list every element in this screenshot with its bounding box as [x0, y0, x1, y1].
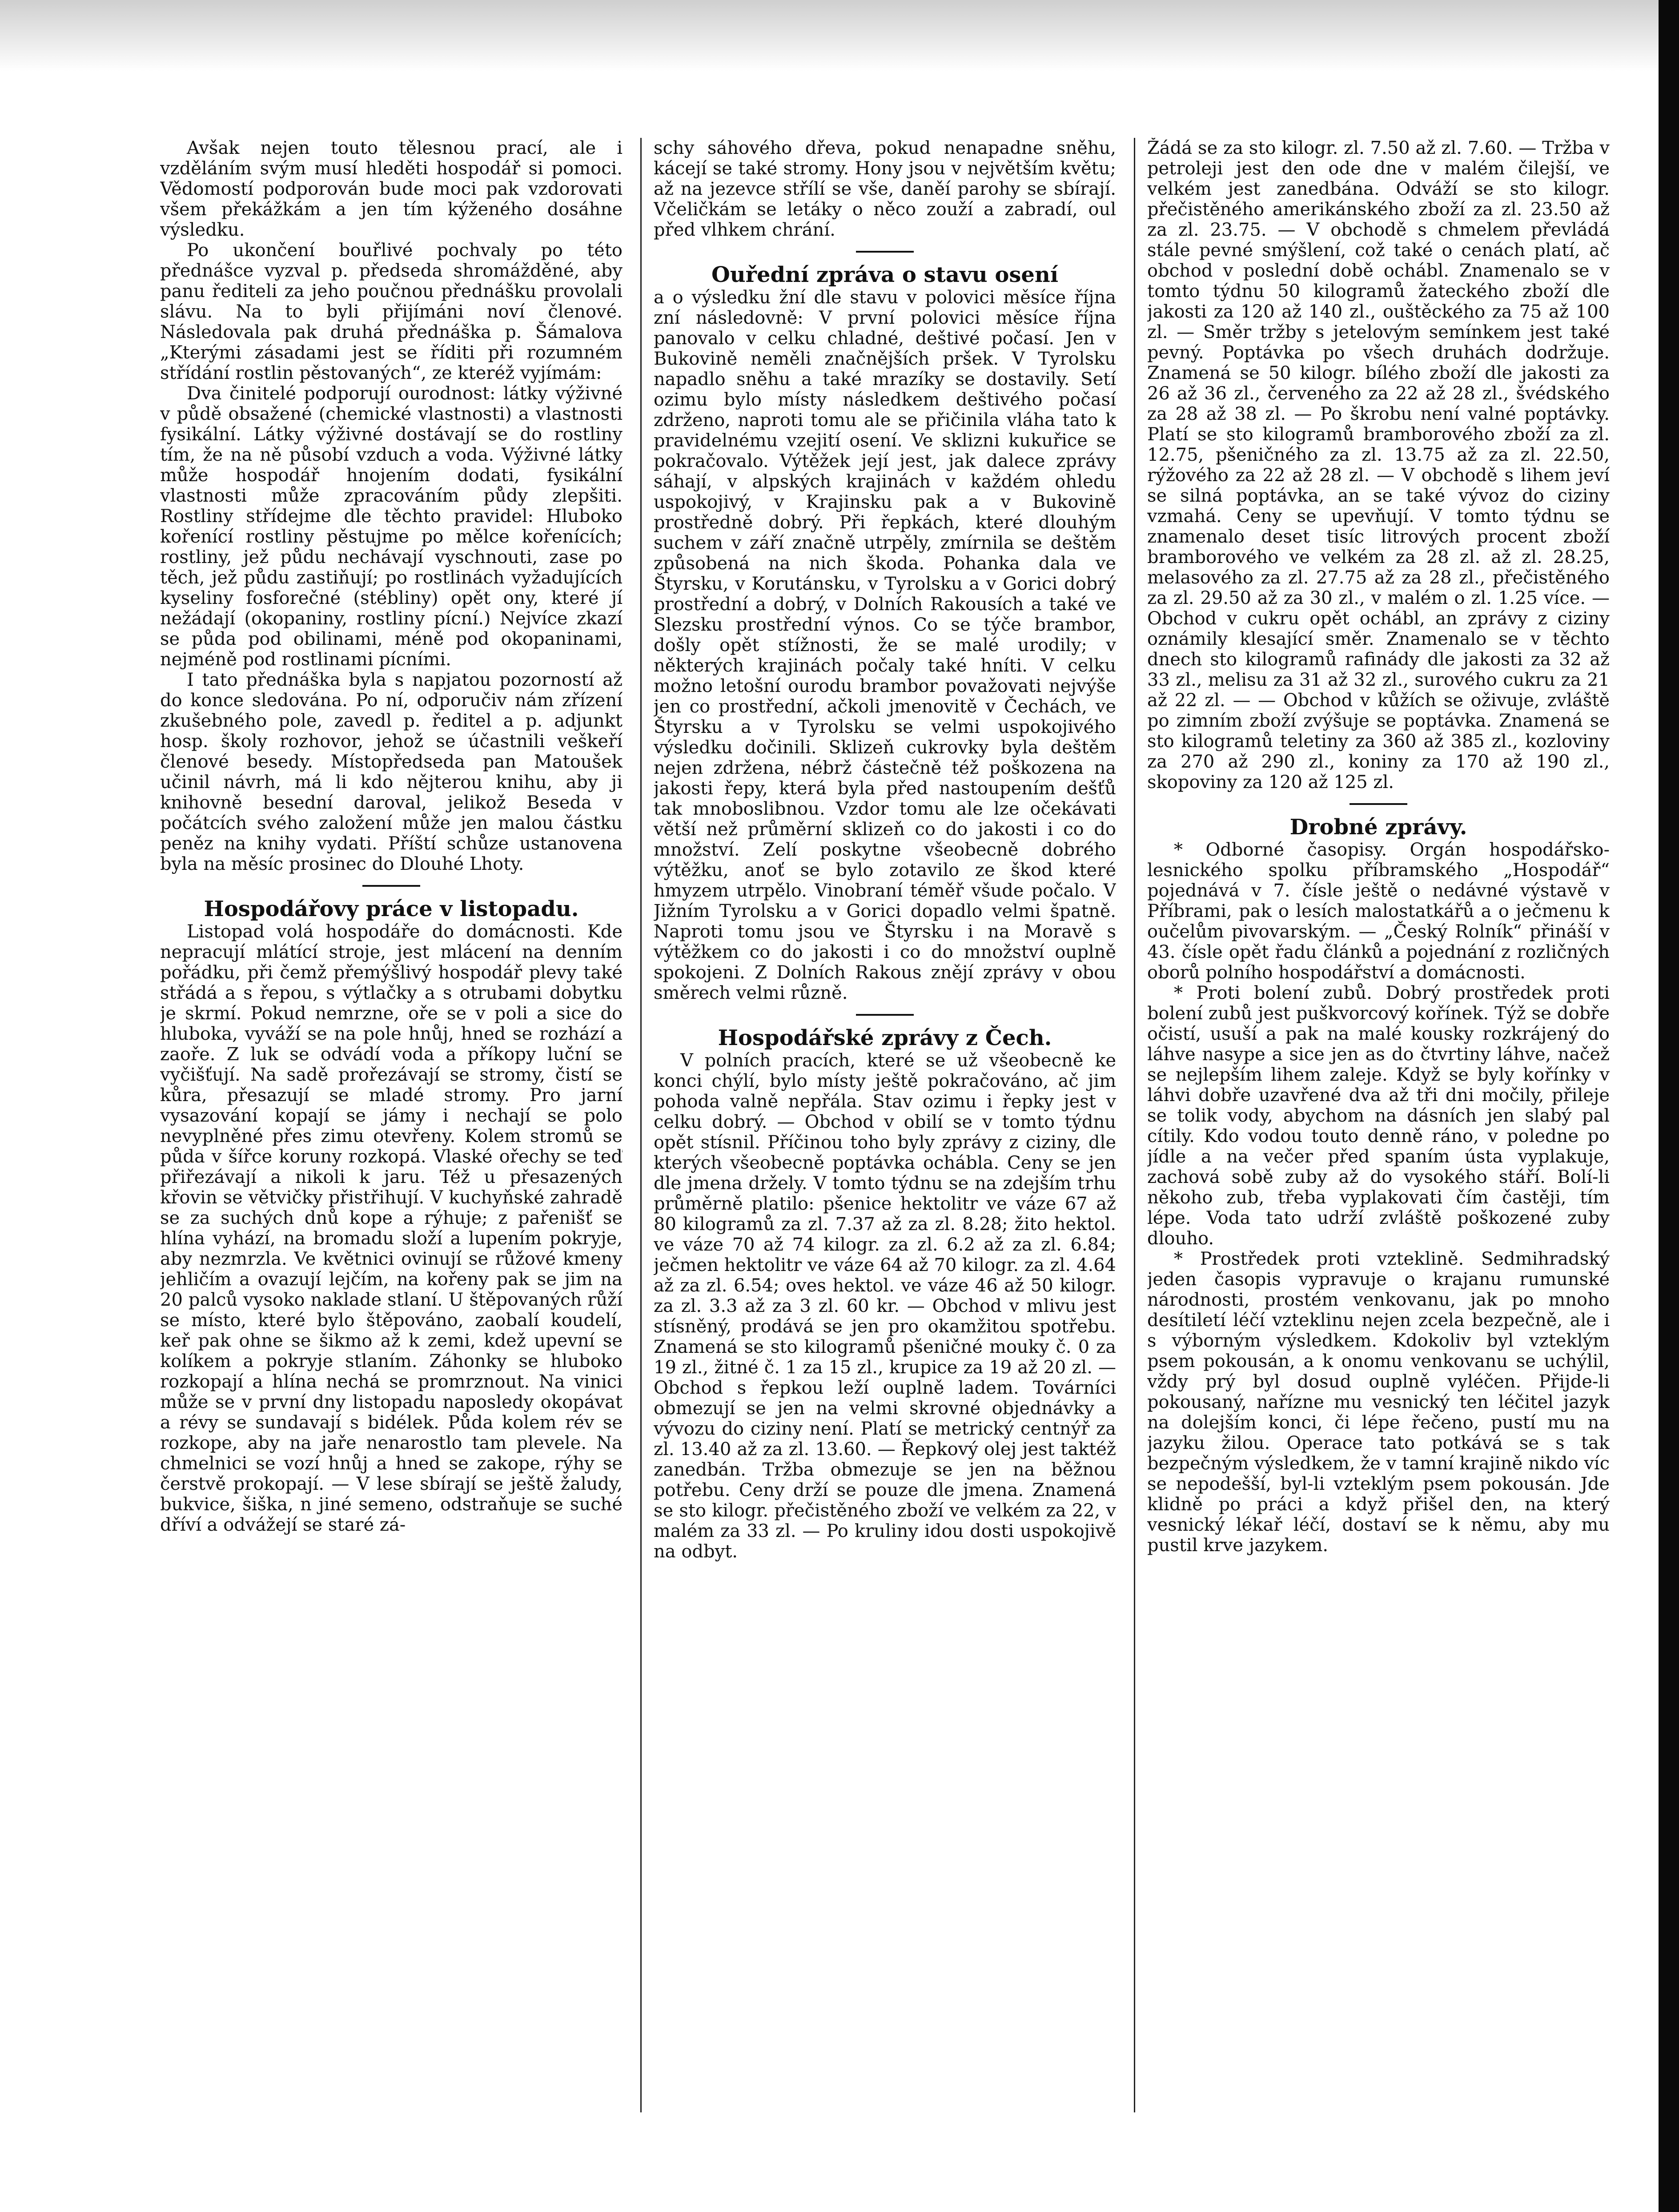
paragraph: schy sáhového dřeva, pokud nenapadne sněhu, kácejí se také stromy. Hony jsou v největším květu; až na jezevce střílí se vše, daněí parohy se sbírají. Včeličkám se letáky o něco zouží a zabradí, oul před vlhkem chrání.: [654, 138, 1116, 240]
paragraph: Žádá se za sto kilogr. zl. 7.50 až zl. 7.60. — Tržba v petroleji jest den ode dne v malém čilejší, ve velkém jest zanedbána. Odváží se sto kilogr. přečistěného amerikánského zboží za zl. 23.50 až za zl. 23.75. — V obchodě s chmelem převládá stále pevné smýšlení, což také o cenách platí, ač obchod v poslední době ochábl. Znamenalo se v tomto týdnu 50 kilogramů žateckého zboží dle jakosti za 120 až 140 zl., ouštěckého za 75 až 100 zl. — Směr tržby s jetelovým semínkem jest také pevný. Poptávka po všech druhách dodržuje. Znamená se 50 kilogr. bílého zboží dle jakosti za 26 až 36 zl., červeného za 22 až 28 zl., švédského za 28 až 38 zl. — Po škrobu není valné poptávky. Platí se sto kilogramů bramborového zboží za zl. 12.75, pšeničného za zl. 13.75 až za zl. 22.50, rýžového za 22 až 28 zl. — V obchodě s lihem jeví se silná poptávka, an se také vývoz do ciziny vzmahá. Ceny se upevňují. V tomto týdnu se znamenalo deset tisíc litrových procent zboží bramborového ve velkém za 28 zl. až zl. 28.25, melasového za zl. 27.75 až za 28 zl., přečistěného za zl. 29.50 až za 30 zl., v malém o zl. 1.25 více. — Obchod v cukru opět ochábl, an zprávy z ciziny oznámily klesající směr. Znamenalo se v těchto dnech sto kilogramů rafinády dle jakosti za 32 až 33 zl., melisu za 31 až 32 zl., surového cukru za 21 až 22 zl. — — Obchod v kůžích se oživuje, zvláště po zimním zboží zvýšuje se poptávka. Znamená se sto kilogramů teletiny za 360 až 385 zl., kozloviny za 270 až 290 zl., koniny za 170 až 190 zl., skopoviny za 120 až 125 zl.: [1147, 138, 1610, 792]
article-heading: Drobné zprávy.: [1289, 815, 1467, 840]
paragraph: Avšak nejen touto tělesnou prací, ale i vzděláním svým musí hleděti hospodář si pomoci. Vědomostí podporován bude moci pak vzdorovati všem překážkám a jen tím kýženého dosáhne výsledku.: [160, 138, 623, 240]
scan-edge: [1659, 0, 1679, 2212]
column-3: [1147, 138, 1610, 2112]
paragraph: Dva činitelé podporují ourodnost: látky výživné v půdě obsažené (chemické vlastnosti) a vlastnosti fysikální. Látky výživné dostávají se do rostliny tím, že na ně působí vzduch a voda. Výživné látky může hospodář hnojením dodati, fysikální vlastnosti může zpracováním půdy zlepšiti. Rostliny střídejme dle těchto pravidel: Hluboko kořenící rostliny pěstujme po mělce kořenících; rostliny, jež půdu nechávají vyschnouti, zase po těch, jež půdu zastiňují; po rostlinách vyžadujících kyseliny fosforečné (stébliny) opět ony, které jí nežádají (okopaniny, rostliny pícní.) Nejvíce zkazí se půda pod obilinami, méně pod okopaninami, nejméně pod rostlinami pícními.: [160, 383, 623, 670]
column-2: [654, 138, 1116, 2112]
section-separator: [362, 885, 420, 887]
column-1: [160, 138, 623, 2112]
paragraph: * Prostředek proti vzteklině. Sedmihradský jeden časopis vypravuje o krajanu rumunské národnosti, prostém venkovanu, jak po mnoho desítiletí léčí vzteklinu nejen zcela bezpečně, ale i s výborným výsledkem. Kdokoliv byl vzteklým psem pokousán, a k onomu venkovanu se uchýlil, vždy prý byl dosud ouplně vyléčen. Přijde-li pokousaný, nařízne mu vesnický ten léčitel jazyk na dolejším konci, či lépe řečeno, pustí mu na jazyku žilou. Operace tato potkává se s tak bezpečným výsledkem, že v tamní krajině nikdo víc se nepodešší, byl-li vzteklým psem pokousán. Jde klidně po práci a když přišel den, na který vesnický lékař léčí, dostaví se k němu, aby mu pustil krve jazykem.: [1147, 1249, 1610, 1556]
article-heading: Hospodářovy práce v listopadu.: [204, 897, 579, 921]
article-heading: Hospodářské zprávy z Čech.: [718, 1026, 1052, 1050]
section-separator: [856, 251, 914, 253]
paragraph: Po ukončení bouřlivé pochvaly po této přednášce vyzval p. předseda shromážděné, aby panu řediteli za jeho poučnou přednášku provolali slávu. Na to byli přijímáni noví členové. Následovala pak druhá přednáška p. Šámalova „Kterými zásadami jest se říditi při rozumném střídání rostlin pěstovaných“, ze kteréž vyjímám:: [160, 240, 623, 383]
column-divider: [1134, 138, 1135, 2112]
article-heading: Ouřední zpráva o stavu osení: [711, 262, 1059, 287]
paragraph: Listopad volá hospodáře do domácnosti. Kde nepracují mlátící stroje, jest mlácení na denním pořádku, při čemž přemýšlivý hospodář plevy také střádá a s řepou, s výtlačky a s otrubami dobytku je skrmí. Pokud nemrzne, oře se v poli a sice do hluboka, vyváží se na pole hnůj, hned se rozhází a zaoře. Z luk se odvádí voda a příkopy luční se vyčišťují. Na sadě prořezávají se stromy, čistí se kůra, přesazují se mladé stromy. Pro jarní vysazování kopají se jámy i nechají se polo nevyplněné přes zimu otevřeny. Kolem stromů se půda v šířce koruny rozkopá. Vlaské ořechy se teď přiřezávají a nikoli k jaru. Též u přesazených křovin se větvičky přistřihují. V kuchyňské zahradě se za suchých dnů kope a rýhuje; z pařenišť se hlína vyhází, na bromadu složí a lupením pokryje, aby nezmrzla. Ve květnici ovinují se růžové kmeny jehličím a ovazují lejčím, na kořeny pak se jim na 20 palců vysoko naklade stlaní. U štěpovaných růží se místo, které bylo štěpováno, zaobalí koudelí, keř pak ohne se šikmo až k zemi, kdež upevní se kolíkem a pokryje stlaním. Záhonky se hluboko rozkopají a hlína nechá se promrznout. Na vinici může se v první dny listopadu naposledy okopávat a révy se sundavají s bidélek. Půda kolem rév se rozkope, aby na jaře nenarostlo tam plevele. Na chmelnici se vozí hnůj a hned se zakope, rýhy se čerstvě prokopají. — V lese sbírají se ještě žaludy, bukvice, šiška, n jiné semeno, odstraňuje se suché dříví a odvážejí se staré zá-: [160, 921, 623, 1535]
column-divider: [640, 138, 642, 2112]
section-separator: [856, 1014, 914, 1016]
paragraph: * Proti bolení zubů. Dobrý prostředek proti bolení zubů jest puškvorcový kořínek. Týž se dobře očistí, usuší a pak na malé kousky rozkrájený do láhve nasype a sice jen as do čtvrtiny láhve, načež se nejlepším lihem zaleje. Když se byly kořínky v láhvi dobře uzavřené dva až tři dni močily, přileje se tolik vody, abychom na dásních jen slabý pal cítily. Kdo vodou touto denně ráno, v poledne po jídle a na večer před spaním ústa vyplakuje, zachová sobě zuby až do vysokého stáří. Bolí-li někoho zub, třeba vyplakovati čím častěji, tím lépe. Voda tato udrží zvláště poškozené zuby dlouho.: [1147, 983, 1610, 1249]
section-separator: [1350, 803, 1407, 805]
paragraph: I tato přednáška byla s napjatou pozorností až do konce sledována. Po ní, odporučiv nám zřízení zkušebného pole, zavedl p. ředitel a p. adjunkt hosp. školy rozhovor, jehož se účastnili veškeří členové besedy. Místopředseda pan Matoušek učinil návrh, má li kdo nějterou knihu, aby ji knihovně besední daroval, jelikož Beseda v počátcích svého založení může jen malou částku peněz na knihy vydati. Příští schůze ustanovena byla na měsíc prosinec do Dlouhé Lhoty.: [160, 670, 623, 874]
paragraph: a o výsledku žní dle stavu v polovici měsíce října zní následovně: V první polovici měsíce října panovalo v celku chladné, deštivé počasí. Jen v Bukovině neměli značnějších pršek. V Tyrolsku napadlo sněhu a také mrazíky se dostavily. Setí ozimu bylo místy následkem deštivého počasí zdrženo, naproti tomu ale se přičinila vláha tato k pravidelnému vzejití osení. Ve sklizni kukuřice se pokračovalo. Výtěžek její jest, jak dalece zprávy sáhají, v alpských krajinách v každém ohledu uspokojivý, v Krajinsku pak a v Bukovině prostředně dobrý. Při řepkách, které dlouhým suchem v září značně utrpěly, zmírnila se deštěm způsobená na nich škoda. Pohanka dala ve Štyrsku, v Korutánsku, v Tyrolsku a v Gorici dobrý prostřední a dobrý, v Dolních Rakousích a také ve Slezsku prostřední výnos. Co se týče brambor, došly opět stížnosti, že se malé urodily; v některých krajinách počaly také hníti. V celku možno letošní ourodu brambor považovati nejvýše jen co prostřední, ačkoli jmenovitě v Čechách, ve Štyrsku a v Tyrolsku se velmi uspokojivého výsledku dočinili. Sklizeň cukrovky byla deštěm nejen zdržena, nébrž částečně též poškozena na jakosti řepy, která byla před nastoupením dešťů tak mnoboslibnou. Vzdor tomu ale lze očekávati větší než průměrní sklizeň co do jakosti i co do množství. Zelí poskytne všeobecně dobrého výtěžku, anoť se bylo zotavilo ze škod které hmyzem utrpělo. Vinobraní téměř všude počalo. V Jižním Tyrolsku a v Gorici dopadlo velmi špatně. Naproti tomu jsou ve Štyrsku i na Moravě s výtěžkem co do jakosti i co do množství ouplně spokojeni. Z Dolních Rakous znějí zprávy v obou směrech velmi různě.: [654, 287, 1116, 1003]
newspaper-page: [160, 138, 1636, 2117]
scan-shadow: [0, 0, 1679, 71]
paragraph: V polních pracích, které se už všeobecně ke konci chýlí, bylo místy ještě pokračováno, ač jim pohoda valně nepřála. Stav ozimu i řepky jest v celku dobrý. — Obchod v obilí se v tomto týdnu opět stísnil. Příčinou toho byly zprávy z ciziny, dle kterých všeobecně poptávka ochábla. Ceny se jen dle jmena držely. V tomto týdnu se na zdejším trhu průměrně platilo: pšenice hektolitr ve váze 67 až 80 kilogramů za zl. 7.37 až za zl. 8.28; žito hektol. ve váze 70 až 74 kilogr. za zl. 6.2 až za zl. 6.84; ječmen hektolitr ve váze 64 až 70 kilogr. za zl. 4.64 až za zl. 6.54; oves hektol. ve váze 46 až 50 kilogr. za zl. 3.3 až za 3 zl. 60 kr. — Obchod v mlivu jest stísněný, prodává se jen pro okamžitou spotřebu. Znamená se sto kilogramů pšeničné mouky č. 0 za 19 zl., žitné č. 1 za 15 zl., krupice za 19 až 20 zl. — Obchod s řepkou leží ouplně ladem. Továrníci obmezují se jen na velmi skrovné objednávky a vývozu do ciziny není. Platí se metrický centnýř za zl. 13.40 až za zl. 13.60. — Řepkový olej jest taktéž zanedbán. Tržba obmezuje se jen na běžnou potřebu. Ceny drží se pouze dle jmena. Znamená se sto kilogr. přečistěného zboží ve velkém za 22, v malém za 33 zl. — Po kruliny idou dosti uspokojivě na odbyt.: [654, 1050, 1116, 1562]
paragraph: * Odborné časopisy. Orgán hospodářsko-lesnického spolku příbramského „Hospodář“ pojednává v 7. čísle ještě o nedávné výstavě v Příbrami, pak o lesích malostatkářů a o ječmenu k oučelům pivovarským. — „Český Rolník“ přináší v 43. čísle opět řadu článků a pojednání z rozličných oborů polního hospodářství a domácnosti.: [1147, 840, 1610, 983]
